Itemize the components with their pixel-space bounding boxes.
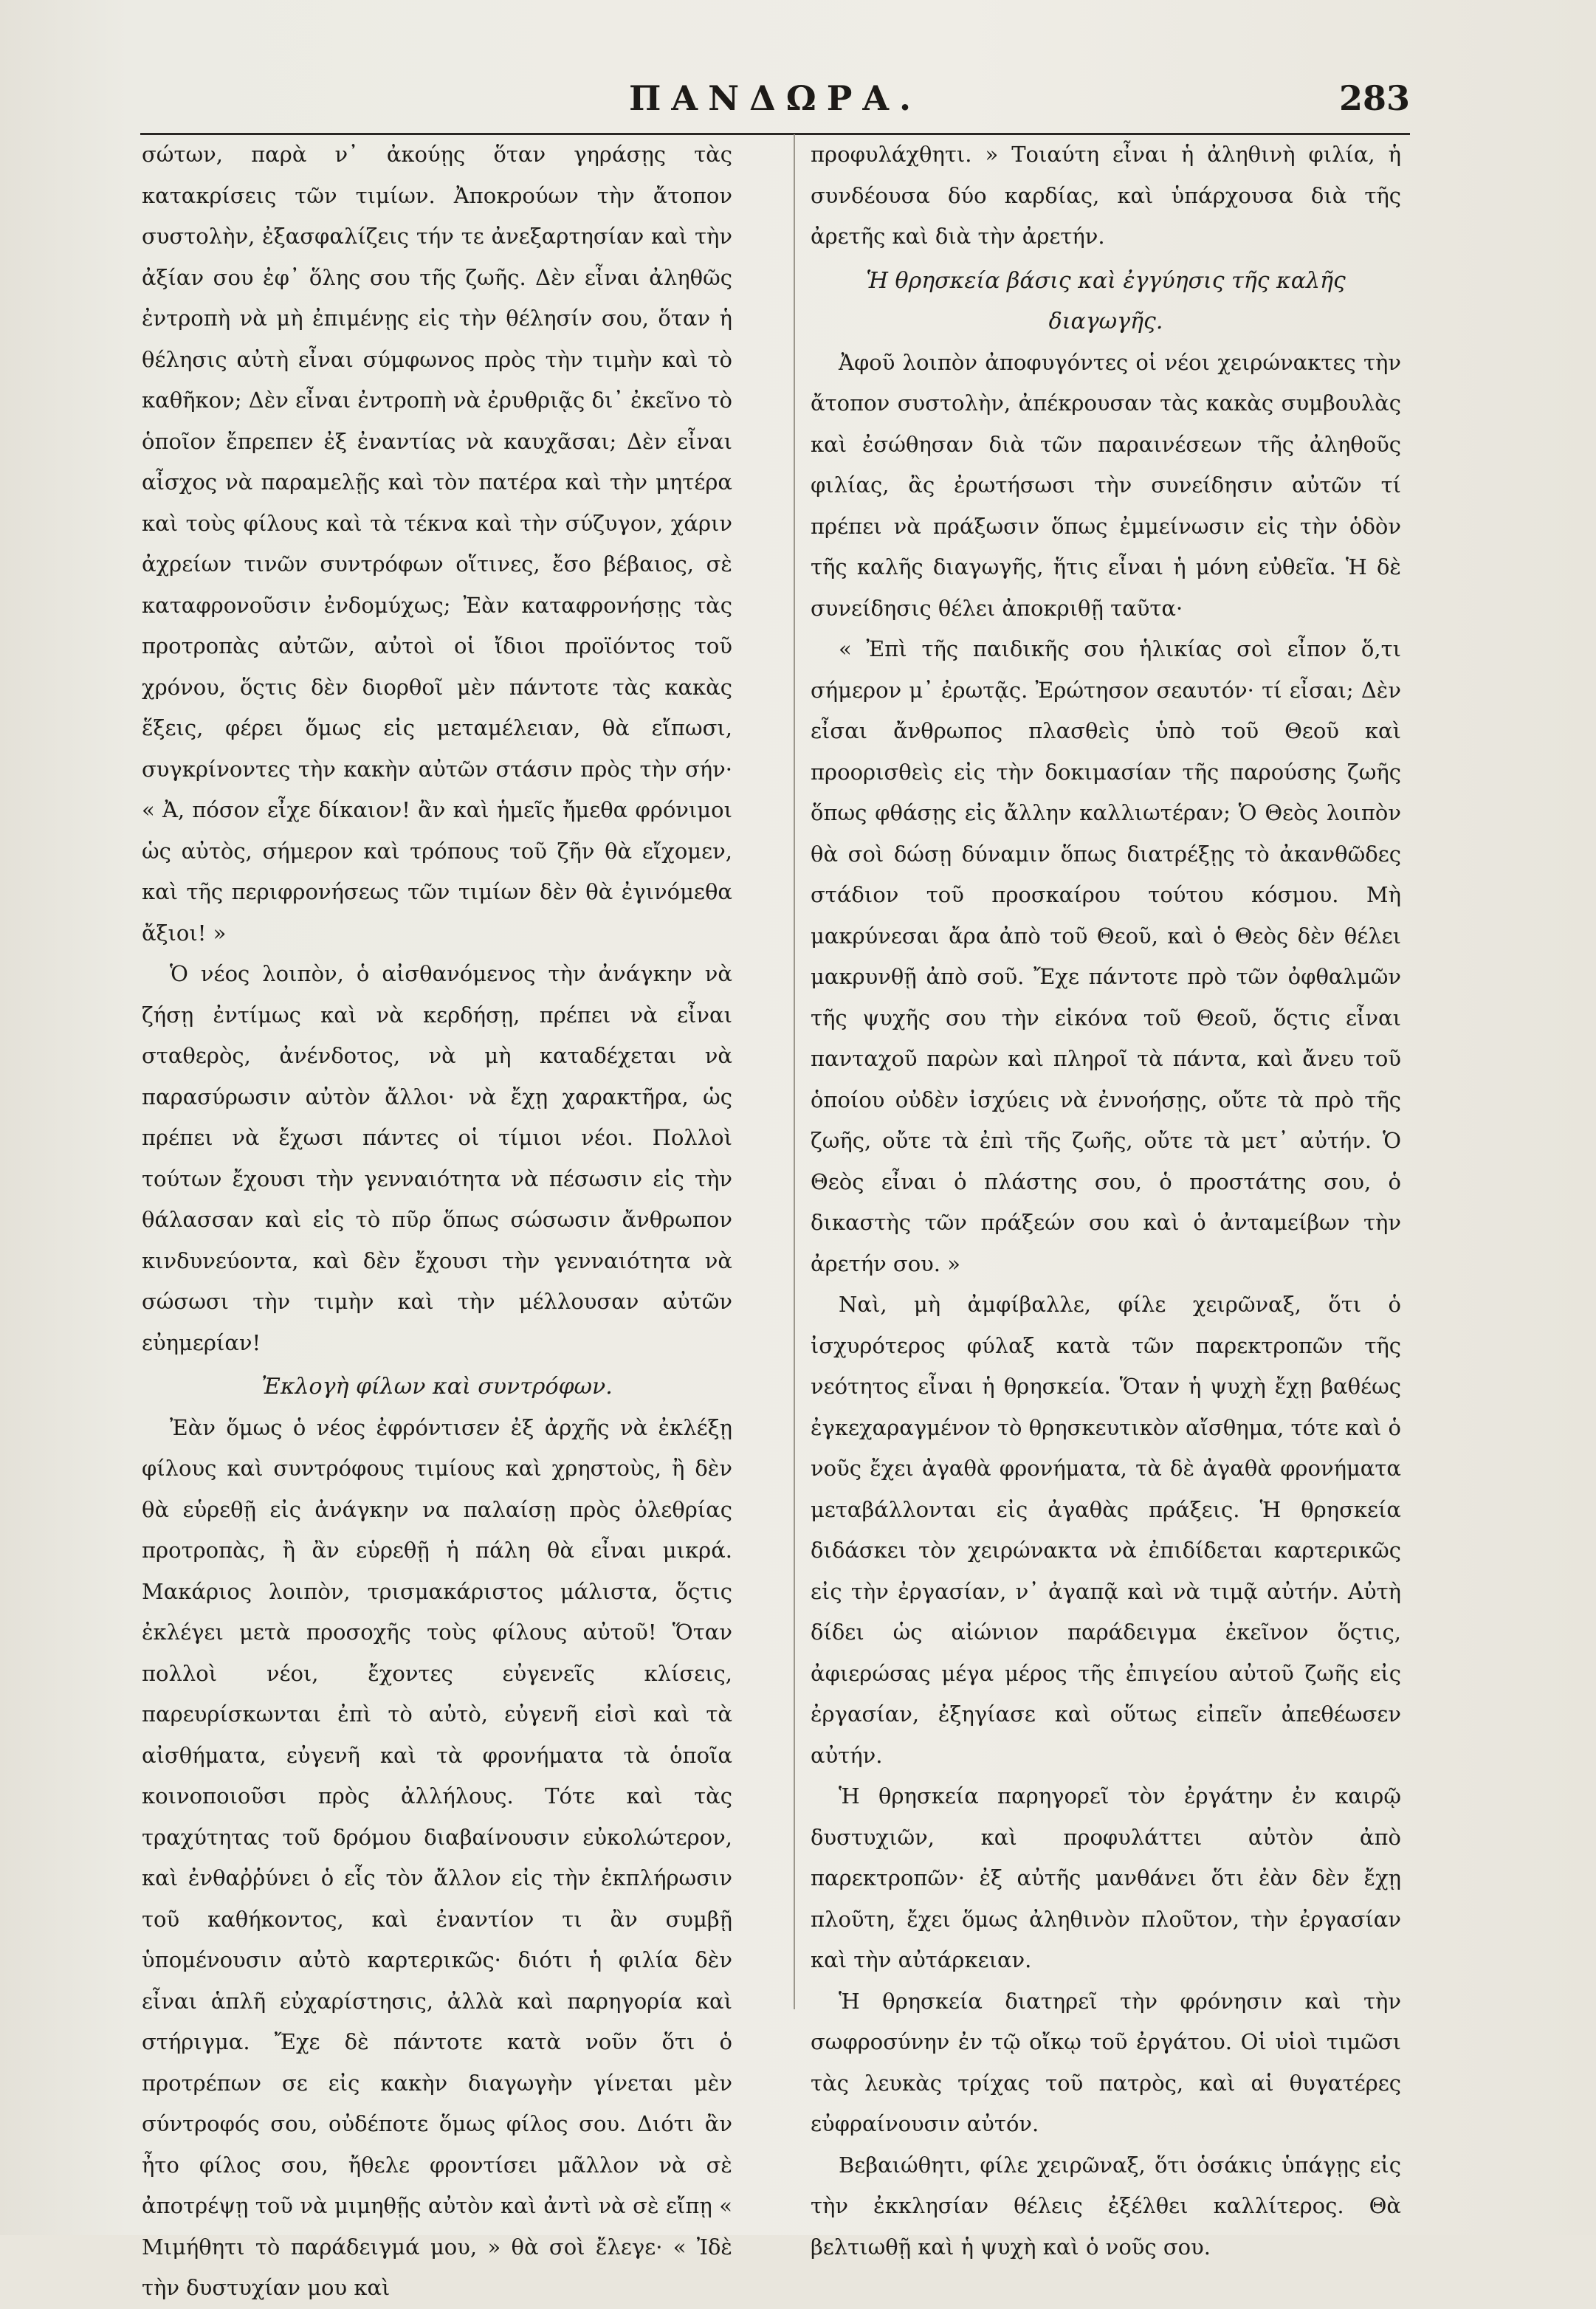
paragraph: Ναὶ, μὴ ἀμφίβαλλε, φίλε χειρῶναξ, ὅτι ὁ ἰσχυρότερος φύλαξ κατὰ τῶν παρεκτροπῶν τῆς νεότητος εἶναι ἡ θρησκεία. Ὅταν ἡ ψυχὴ ἔχῃ βαθέως ἐγκεχαραγμένον τὸ θρησκευτικὸν αἴσθημα, τότε καὶ ὁ νοῦς ἔχει ἀγαθὰ φρονήματα, τὰ δὲ ἀγαθὰ φρονήματα μεταβάλλονται εἰς ἀγαθὰς πράξεις. Ἡ θρησκεία διδάσκει τὸν χειρώνακτα νὰ ἐπιδίδεται καρτερικῶς εἰς τὴν ἐργασίαν, ν᾿ ἀγαπᾷ καὶ νὰ τιμᾷ αὐτήν. Αὐτὴ δίδει ὡς αἰώνιον παράδειγμα ἐκεῖνον ὅςτις, ἀφιερώσας μέγα μέρος τῆς ἐπιγείου αὐτοῦ ζωῆς εἰς ἐργασίαν, ἐξηγίασε καὶ οὕτως εἰπεῖν ἀπεθέωσεν αὐτήν. [811, 1292, 1401, 1768]
paragraph: « Ἐπὶ τῆς παιδικῆς σου ἡλικίας σοὶ εἶπον ὅ,τι σήμερον μ᾿ ἐρωτᾷς. Ἐρώτησον σεαυτόν· τί εἶσαι; Δὲν εἶσαι ἄνθρωπος πλασθεὶς ὑπὸ τοῦ Θεοῦ καὶ προορισθεὶς εἰς τὴν δοκιμασίαν τῆς παρούσης ζωῆς ὅπως φθάσῃς εἰς ἄλλην καλλιωτέραν; Ὁ Θεὸς λοιπὸν θὰ σοὶ δώσῃ δύναμιν ὅπως διατρέξῃς τὸ ἀκανθῶδες στάδιον τοῦ προσκαίρου τούτου κόσμου. Μὴ μακρύνεσαι ἄρα ἀπὸ τοῦ Θεοῦ, καὶ ὁ Θεὸς δὲν θέλει μακρυνθῇ ἀπὸ σοῦ. Ἔχε πάντοτε πρὸ τῶν ὀφθαλμῶν τῆς ψυχῆς σου τὴν εἰκόνα τοῦ Θεοῦ, ὅςτις εἶναι πανταχοῦ παρὼν καὶ πληροῖ τὰ πάντα, καὶ ἄνευ τοῦ ὁποίου οὐδὲν ἰσχύεις νὰ ἐννοήσῃς, οὔτε τὰ πρὸ τῆς ζωῆς, οὔτε τὰ ἐπὶ τῆς ζωῆς, οὔτε τὰ μετ᾿ αὐτήν. Ὁ Θεὸς εἶναι ὁ πλάστης σου, ὁ προστάτης σου, ὁ δικαστὴς τῶν πράξεών σου καὶ ὁ ἀνταμείβων τὴν ἀρετήν σου. » [811, 636, 1401, 1276]
paragraph: Βεβαιώθητι, φίλε χειρῶναξ, ὅτι ὁσάκις ὑπάγῃς εἰς τὴν ἐκκλησίαν θέλεις ἐξέλθει καλλίτερος. Θὰ βελτιωθῇ καὶ ἡ ψυχὴ καὶ ὁ νοῦς σου. [811, 2152, 1401, 2260]
section-heading: Ἐκλογὴ φίλων καὶ συντρόφων. [261, 1374, 613, 1400]
paragraph: Ἐὰν ὅμως ὁ νέος ἐφρόντισεν ἐξ ἀρχῆς νὰ ἐκλέξῃ φίλους καὶ συντρόφους τιμίους καὶ χρηστοὺς, ἢ δὲν θὰ εὑρεθῇ εἰς ἀνάγκην να παλαίσῃ πρὸς ὀλεθρίας προτροπὰς, ἢ ἂν εὑρεθῇ ἡ πάλη θὰ εἶναι μικρά. Μακάριος λοιπὸν, τρισμακάριστος μάλιστα, ὅςτις ἐκλέγει μετὰ προσοχῆς τοὺς φίλους αὐτοῦ! Ὅταν πολλοὶ νέοι, ἔχοντες εὐγενεῖς κλίσεις, παρευρίσκωνται ἐπὶ τὸ αὐτὸ, εὐγενῆ εἰσὶ καὶ τὰ αἰσθήματα, εὐγενῆ καὶ τὰ φρονήματα τὰ ὁποῖα κοινοποιοῦσι πρὸς ἀλλήλους. Τότε καὶ τὰς τραχύτητας τοῦ δρόμου διαβαίνουσιν εὐκολώτερον, καὶ ἐνθαῤῥύνει ὁ εἷς τὸν ἄλλον εἰς τὴν ἐκπλήρωσιν τοῦ καθήκοντος, καὶ ἐναντίον τι ἂν συμβῇ ὑπομένουσιν αὐτὸ καρτερικῶς· διότι ἡ φιλία δὲν εἶναι ἁπλῆ εὐχαρίστησις, ἀλλὰ καὶ παρηγορία καὶ στήριγμα. Ἔχε δὲ πάντοτε κατὰ νοῦν ὅτι ὁ προτρέπων σε εἰς κακὴν διαγωγὴν γίνεται μὲν σύντροφός σου, οὐδέποτε ὅμως φίλος σου. Διότι ἂν ἦτο φίλος σου, ἤθελε φροντίσει μᾶλλον νὰ σὲ ἀποτρέψῃ τοῦ νὰ μιμηθῇς αὐτὸν καὶ ἀντὶ νὰ σὲ εἴπῃ « Μιμήθητι τὸ παράδειγμά μου, » θὰ σοὶ ἔλεγε· « Ἰδὲ τὴν δυστυχίαν μου καὶ [142, 1414, 732, 2300]
right-column [811, 134, 1401, 2260]
paragraph: Ἡ θρησκεία παρηγορεῖ τὸν ἐργάτην ἐν καιρῷ δυστυχιῶν, καὶ προφυλάττει αὐτὸν ἀπὸ παρεκτροπῶν· ἐξ αὐτῆς μανθάνει ὅτι ἐὰν δὲν ἔχῃ πλοῦτη, ἔχει ὅμως ἀληθινὸν πλοῦτον, τὴν ἐργασίαν καὶ τὴν αὐτάρκειαν. [811, 1783, 1401, 1972]
column-divider [794, 134, 795, 2009]
paragraph-continued: σώτων, παρὰ ν᾿ ἀκούῃς ὅταν γηράσῃς τὰς κατακρίσεις τῶν τιμίων. Ἀποκρούων τὴν ἄτοπον συστολὴν, ἐξασφαλίζεις τήν τε ἀνεξαρτησίαν καὶ τὴν ἀξίαν σου ἐφ᾿ ὅλης σου τῆς ζωῆς. Δὲν εἶναι ἀληθῶς ἐντροπὴ νὰ μὴ ἐπιμένῃς εἰς τὴν θέλησίν σου, ὅταν ἡ θέλησις αὐτὴ εἶναι σύμφωνος πρὸς τὴν τιμὴν καὶ τὸ καθῆκον; Δὲν εἶναι ἐντροπὴ νὰ ἐρυθριᾷς δι᾿ ἐκεῖνο τὸ ὁποῖον ἔπρεπεν ἐξ ἐναντίας νὰ καυχᾶσαι; Δὲν εἶναι αἶσχος νὰ παραμελῇς καὶ τὸν πατέρα καὶ τὴν μητέρα καὶ τοὺς φίλους καὶ τὰ τέκνα καὶ τὴν σύζυγον, χάριν ἀχρείων τινῶν συντρόφων οἵτινες, ἔσο βέβαιος, σὲ καταφρονοῦσιν ἐνδομύχως; Ἐὰν καταφρονήσῃς τὰς προτροπὰς αὐτῶν, αὐτοὶ οἱ ἴδιοι προϊόντος τοῦ χρόνου, ὅςτις δὲν διορθοῖ μὲν πάντοτε τὰς κακὰς ἕξεις, φέρει ὅμως εἰς μεταμέλειαν, θὰ εἴπωσι, συγκρίνοντες τὴν κακὴν αὐτῶν στάσιν πρὸς τὴν σήν· « Ἀ, πόσον εἶχε δίκαιον! ἂν καὶ ἡμεῖς ἤμεθα φρόνιμοι ὡς αὐτὸς, σήμερον καὶ τρόπους τοῦ ζῆν θὰ εἴχομεν, καὶ τῆς περιφρονήσεως τῶν τιμίων δὲν θὰ ἐγινόμεθα ἄξιοι! » [142, 142, 732, 946]
paragraph-continued: προφυλάχθητι. » Τοιαύτη εἶναι ἡ ἀληθινὴ φιλία, ἡ συνδέουσα δύο καρδίας, καὶ ὑπάρχουσα διὰ τῆς ἀρετῆς καὶ διὰ τὴν ἀρετήν. [811, 142, 1401, 249]
paragraph: Ἀφοῦ λοιπὸν ἀποφυγόντες οἱ νέοι χειρώνακτες τὴν ἄτοπον συστολὴν, ἀπέκρουσαν τὰς κακὰς συμβουλὰς καὶ ἐσώθησαν διὰ τῶν παραινέσεων τῆς ἀληθοῦς φιλίας, ἂς ἐρωτήσωσι τὴν συνείδησιν αὐτῶν τί πρέπει νὰ πράξωσιν ὅπως ἐμμείνωσιν εἰς τὴν ὁδὸν τῆς καλῆς διαγωγῆς, ἥτις εἶναι ἡ μόνη εὐθεῖα. Ἡ δὲ συνείδησις θέλει ἀποκριθῇ ταῦτα· [811, 349, 1401, 621]
running-title: ΠΑΝΔΩΡΑ. [628, 78, 922, 118]
paragraph: Ὁ νέος λοιπὸν, ὁ αἰσθανόμενος τὴν ἀνάγκην νὰ ζήσῃ ἐντίμως καὶ νὰ κερδήσῃ, πρέπει νὰ εἶναι σταθερὸς, ἀνένδοτος, νὰ μὴ καταδέχεται νὰ παρασύρωσιν αὐτὸν ἄλλοι· νὰ ἔχῃ χαρακτῆρα, ὡς πρέπει νὰ ἔχωσι πάντες οἱ τίμιοι νέοι. Πολλοὶ τούτων ἔχουσι τὴν γενναιότητα νὰ πέσωσιν εἰς τὴν θάλασσαν καὶ εἰς τὸ πῦρ ὅπως σώσωσιν ἄνθρωπον κινδυνεύοντα, καὶ δὲν ἔχουσι τὴν γενναιότητα νὰ σώσωσι τὴν τιμὴν καὶ τὴν μέλλουσαν αὐτῶν εὐημερίαν! [142, 961, 732, 1355]
page-header [140, 74, 1410, 135]
page-number: 283 [1338, 78, 1410, 118]
left-column [142, 134, 732, 2300]
section-heading: Ἡ θρησκεία βάσις καὶ ἐγγύησις τῆς καλῆς διαγωγῆς. [866, 267, 1346, 334]
paragraph: Ἡ θρησκεία διατηρεῖ τὴν φρόνησιν καὶ τὴν σωφροσύνην ἐν τῷ οἴκῳ τοῦ ἐργάτου. Οἱ υἱοὶ τιμῶσι τὰς λευκὰς τρίχας τοῦ πατρὸς, καὶ αἱ θυγατέρες εὐφραίνουσιν αὐτόν. [811, 1988, 1401, 2136]
